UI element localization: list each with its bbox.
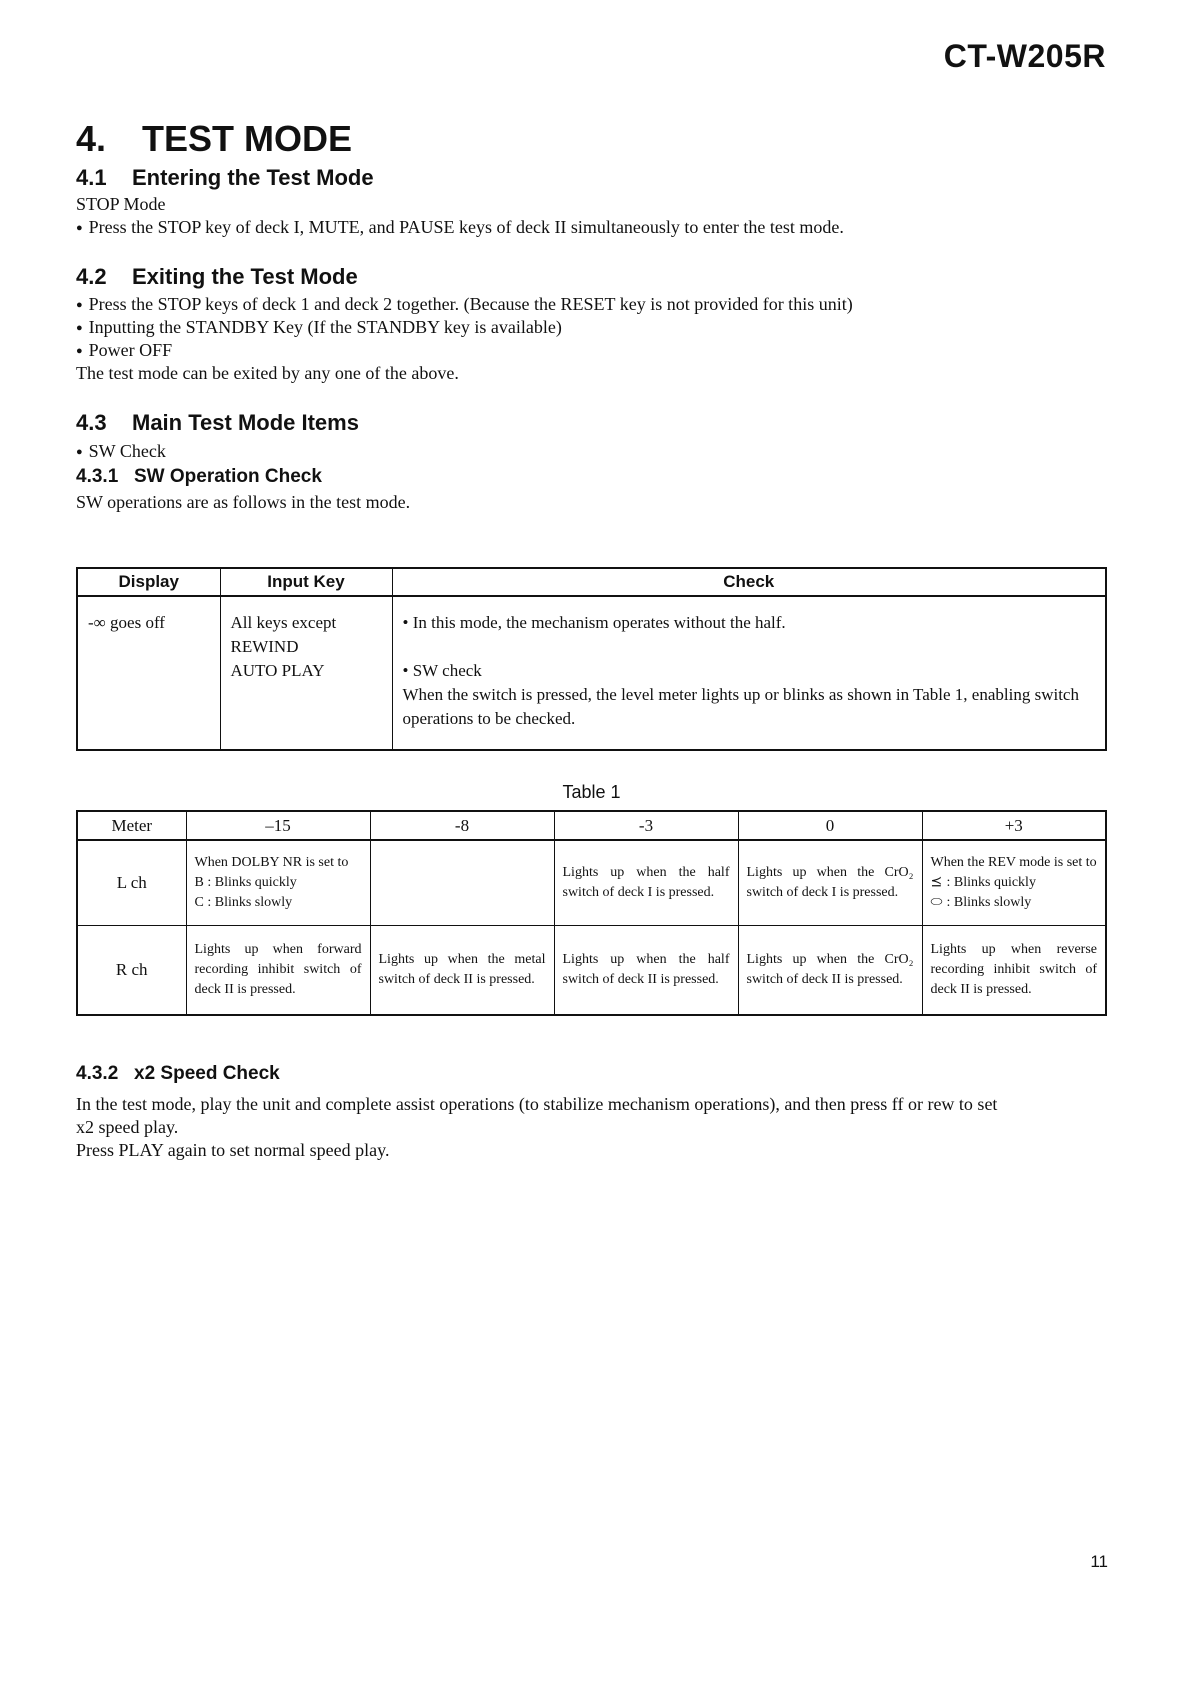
lch-p3-fast <box>931 873 1098 893</box>
table-row <box>77 596 1106 750</box>
stop-mode-text: STOP Mode <box>76 194 166 214</box>
header-zero: 0 <box>738 811 922 840</box>
check-line-2: • SW check <box>402 661 482 680</box>
table-row-rch <box>77 926 1106 1016</box>
lch-m15-line-2: B : Blinks quickly <box>194 875 297 890</box>
x2-speed-text-2: x2 speed play. <box>76 1117 179 1137</box>
section-4-3-1-heading <box>76 466 322 488</box>
exit-bullet-1: ● Press the STOP keys of deck 1 and deck 2 together. (Because the RESET key is not provided for this unit) <box>76 294 853 315</box>
enter-test-mode-bullet: ● Press the STOP key of deck I, MUTE, and PAUSE keys of deck II simultaneously to enter the test mode. <box>76 217 844 238</box>
rch-zero: Lights up when the CrO₂ switch of deck II is pressed. <box>738 926 922 1016</box>
lch-p3-slow-text: : Blinks slowly <box>946 895 1032 910</box>
exit-bullet-2: ● Inputting the STANDBY Key (If the STANDBY key is available) <box>76 317 562 338</box>
section-4-3-title: Main Test Mode Items <box>132 410 359 435</box>
blink-fast-icon: ⪯ <box>930 875 943 890</box>
header-minus-3: -3 <box>554 811 738 840</box>
lch-label: L ch <box>77 840 186 926</box>
x2-speed-text-3: Press PLAY again to set normal speed play. <box>76 1140 390 1160</box>
header-display: Display <box>77 568 220 596</box>
level-meter-table <box>76 810 1107 1016</box>
header-check: Check <box>392 568 1106 596</box>
sw-intro: SW operations are as follows in the test mode. <box>76 492 411 512</box>
display-value: -∞ goes off <box>88 613 165 632</box>
section-4-title: TEST MODE <box>142 118 353 159</box>
section-4-3-heading <box>76 410 359 436</box>
exit-note: The test mode can be exited by any one of the above. <box>76 363 459 383</box>
lch-p3-line-1: When the REV mode is set to <box>930 855 1097 870</box>
lch-m15-line-3: C : Blinks slowly <box>194 895 293 910</box>
section-4-number: 4. <box>76 118 107 159</box>
section-4-2-number: 4.2 <box>76 264 107 289</box>
blink-slow-icon: ⬭ <box>930 895 943 910</box>
exit-bullet-3: ● Power OFF <box>76 340 172 361</box>
section-4-3-2-number: 4.3.2 <box>76 1063 119 1084</box>
section-4-heading <box>76 118 352 160</box>
input-key-line-2: REWIND <box>230 637 299 656</box>
lch-p3-fast-text: : Blinks quickly <box>946 875 1036 890</box>
section-4-2-title: Exiting the Test Mode <box>132 264 358 289</box>
check-line-1: • In this mode, the mechanism operates without the half. <box>402 613 786 632</box>
section-4-3-number: 4.3 <box>76 410 107 435</box>
lch-zero: Lights up when the CrO₂ switch of deck I is pressed. <box>738 840 922 926</box>
rch-minus-8: Lights up when the metal switch of deck II is pressed. <box>370 926 554 1016</box>
section-4-1-title: Entering the Test Mode <box>132 165 374 190</box>
input-key-cell <box>220 596 392 750</box>
header-plus-3: +3 <box>922 811 1106 840</box>
table-1-caption: Table 1 <box>562 782 621 802</box>
page-number: 11 <box>1090 1552 1108 1571</box>
header-minus-8: -8 <box>370 811 554 840</box>
section-4-3-1-title: SW Operation Check <box>134 466 322 487</box>
input-key-line-1: All keys except <box>230 613 337 632</box>
rch-minus-3: Lights up when the half switch of deck II is pressed. <box>554 926 738 1016</box>
rch-minus-15: Lights up when forward recording inhibit switch of deck II is pressed. <box>186 926 370 1016</box>
model-number: CT-W205R <box>943 38 1106 74</box>
check-line-3: When the switch is pressed, the level meter lights up or blinks as shown in Table 1, enabling switch operations to be checked. <box>402 685 1079 728</box>
header-minus-15: –15 <box>186 811 370 840</box>
table-header-row <box>77 811 1106 840</box>
input-key-line-3: AUTO PLAY <box>230 661 325 680</box>
rch-label: R ch <box>77 926 186 1016</box>
lch-minus-3: Lights up when the half switch of deck I is pressed. <box>554 840 738 926</box>
section-4-2-heading <box>76 264 358 290</box>
header-input-key: Input Key <box>220 568 392 596</box>
lch-plus-3 <box>922 840 1106 926</box>
sw-operation-table <box>76 567 1107 751</box>
check-cell <box>392 596 1106 750</box>
x2-speed-text-1: In the test mode, play the unit and complete assist operations (to stabilize mechanism operations), and then press ff or rew to set <box>76 1094 998 1114</box>
section-4-3-1-number: 4.3.1 <box>76 466 119 487</box>
section-4-3-2-title: x2 Speed Check <box>134 1063 280 1084</box>
section-4-1-heading <box>76 165 374 191</box>
section-4-3-2-heading <box>76 1063 280 1085</box>
table-header-row <box>77 568 1106 596</box>
lch-minus-15 <box>186 840 370 926</box>
section-4-1-number: 4.1 <box>76 165 107 190</box>
lch-minus-8 <box>370 840 554 926</box>
table-row-lch <box>77 840 1106 926</box>
sw-check-bullet: ● SW Check <box>76 441 166 462</box>
display-cell <box>77 596 220 750</box>
header-meter: Meter <box>77 811 186 840</box>
lch-m15-line-1: When DOLBY NR is set to <box>194 855 349 870</box>
lch-p3-slow <box>931 893 1098 913</box>
rch-plus-3: Lights up when reverse recording inhibit switch of deck II is pressed. <box>922 926 1106 1016</box>
